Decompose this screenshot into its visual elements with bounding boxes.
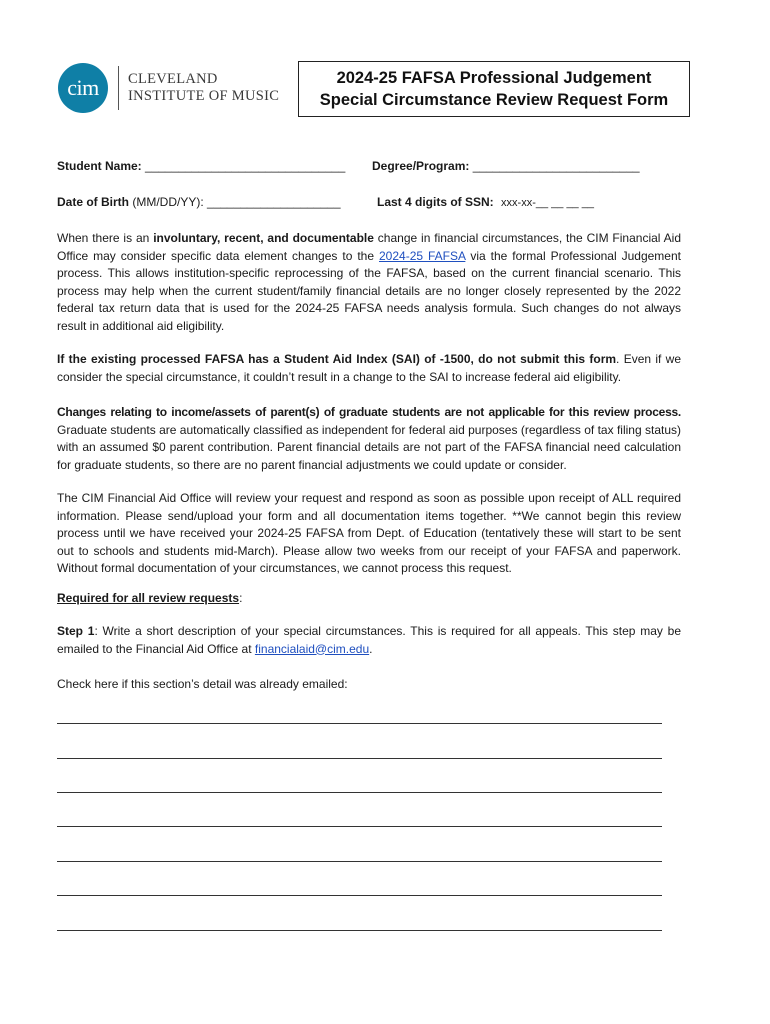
graduate-paragraph [57, 404, 681, 474]
degree-program-label: Degree/Program: [372, 159, 470, 173]
ssn-field[interactable] [377, 195, 594, 209]
description-line-1[interactable] [57, 723, 662, 724]
dob-label: Date of Birth [57, 195, 129, 209]
form-title-line1: 2024-25 FAFSA Professional Judgement [336, 69, 652, 87]
degree-program-blank[interactable]: _________________________ [472, 159, 640, 173]
already-emailed-check[interactable]: Check here if this section’s detail was already emailed: [57, 677, 348, 691]
dob-format: (MM/DD/YY): [132, 195, 204, 209]
student-name-field[interactable] [57, 159, 345, 173]
logo-divider [118, 66, 119, 110]
review-paragraph: The CIM Financial Aid Office will review your request and respond as soon as possible upon receipt of ALL required information. Please send/upload your form and all documentation items together. **We cannot begin this review process until we have received your 2024-25 FAFSA from Dept. of Education (tentatively these will start to be sent out to schools and students mid-March). Please allow two weeks from our receipt of your FAFSA and paperwork. Without formal documentation of your circumstances, we cannot process this request. [57, 491, 681, 575]
student-name-label: Student Name: [57, 159, 142, 173]
org-name-line2: INSTITUTE OF MUSIC [128, 88, 280, 104]
step1-end: . [369, 641, 373, 656]
org-name-line1: CLEVELAND [128, 71, 218, 87]
required-colon: : [239, 591, 243, 605]
dob-blank[interactable]: ____________________ [207, 195, 341, 209]
form-title [298, 61, 690, 117]
description-line-5[interactable] [57, 861, 662, 862]
ssn-value[interactable]: xxx-xx-__ __ __ __ [501, 197, 594, 209]
description-line-6[interactable] [57, 895, 662, 896]
financial-aid-email-link[interactable]: financialaid@cim.edu [254, 641, 370, 656]
graduate-bold: Changes relating to income/assets of parent(s) of graduate students are not applicable for this review process. [57, 405, 681, 419]
description-line-7[interactable] [57, 930, 662, 931]
step1-paragraph [57, 623, 681, 658]
org-name [128, 71, 279, 105]
required-heading [57, 591, 242, 605]
step1-text: : Write a short description of your special circumstances. This is required for all appeals. This step may be emailed to the Financial Aid Office at [57, 624, 681, 656]
student-name-blank[interactable]: ______________________________ [145, 159, 346, 173]
description-line-4[interactable] [57, 826, 662, 827]
description-line-3[interactable] [57, 792, 662, 793]
intro-paragraph [57, 230, 681, 335]
degree-program-field[interactable] [372, 159, 640, 173]
graduate-text: Graduate students are automatically classified as independent for federal aid purposes (regardless of tax filing status) with an assumed $0 parent contribution. Parent financial details are not part of the FAFSA financial need calculation for graduate students, so there are no parent financial adjustments we could update or consider. [57, 422, 681, 472]
description-line-2[interactable] [57, 758, 662, 759]
intro-text-a: When there is an [57, 231, 154, 245]
date-of-birth-field[interactable] [57, 195, 341, 209]
intro-text-c: change in financial circumstances, the CIM Financial Aid Office may consider specific data element changes to the [57, 231, 681, 263]
sai-paragraph [57, 351, 681, 386]
sai-bold: If the existing processed FAFSA has a Student Aid Index (SAI) of -1500, do not submit this form [57, 352, 617, 366]
sai-text: . Even if we consider the special circumstance, it couldn’t result in a change to the SAI to increase federal aid eligibility. [57, 352, 681, 384]
cim-logo-mark: cim [58, 63, 108, 113]
step1-label: Step 1 [57, 624, 95, 638]
ssn-label: Last 4 digits of SSN: [377, 195, 494, 209]
cim-logo [58, 63, 279, 113]
fafsa-link[interactable]: 2024-25 FAFSA [379, 248, 466, 263]
intro-emphasis: involuntary, recent, and documentable [153, 231, 374, 245]
intro-text-d: via the formal Professional Judgement process. This allows institution-specific reprocessing of the FAFSA, based on the current financial scenario. This process may help when the current student/family financial details are no longer closely represented by the 2022 federal tax return data that is used for the 2024-25 FAFSA needs analysis formula. Such changes do not always result in additional aid eligibility. [57, 248, 681, 333]
required-heading-text: Required for all review requests [57, 591, 240, 605]
form-title-line2: Special Circumstance Review Request Form [319, 91, 669, 109]
